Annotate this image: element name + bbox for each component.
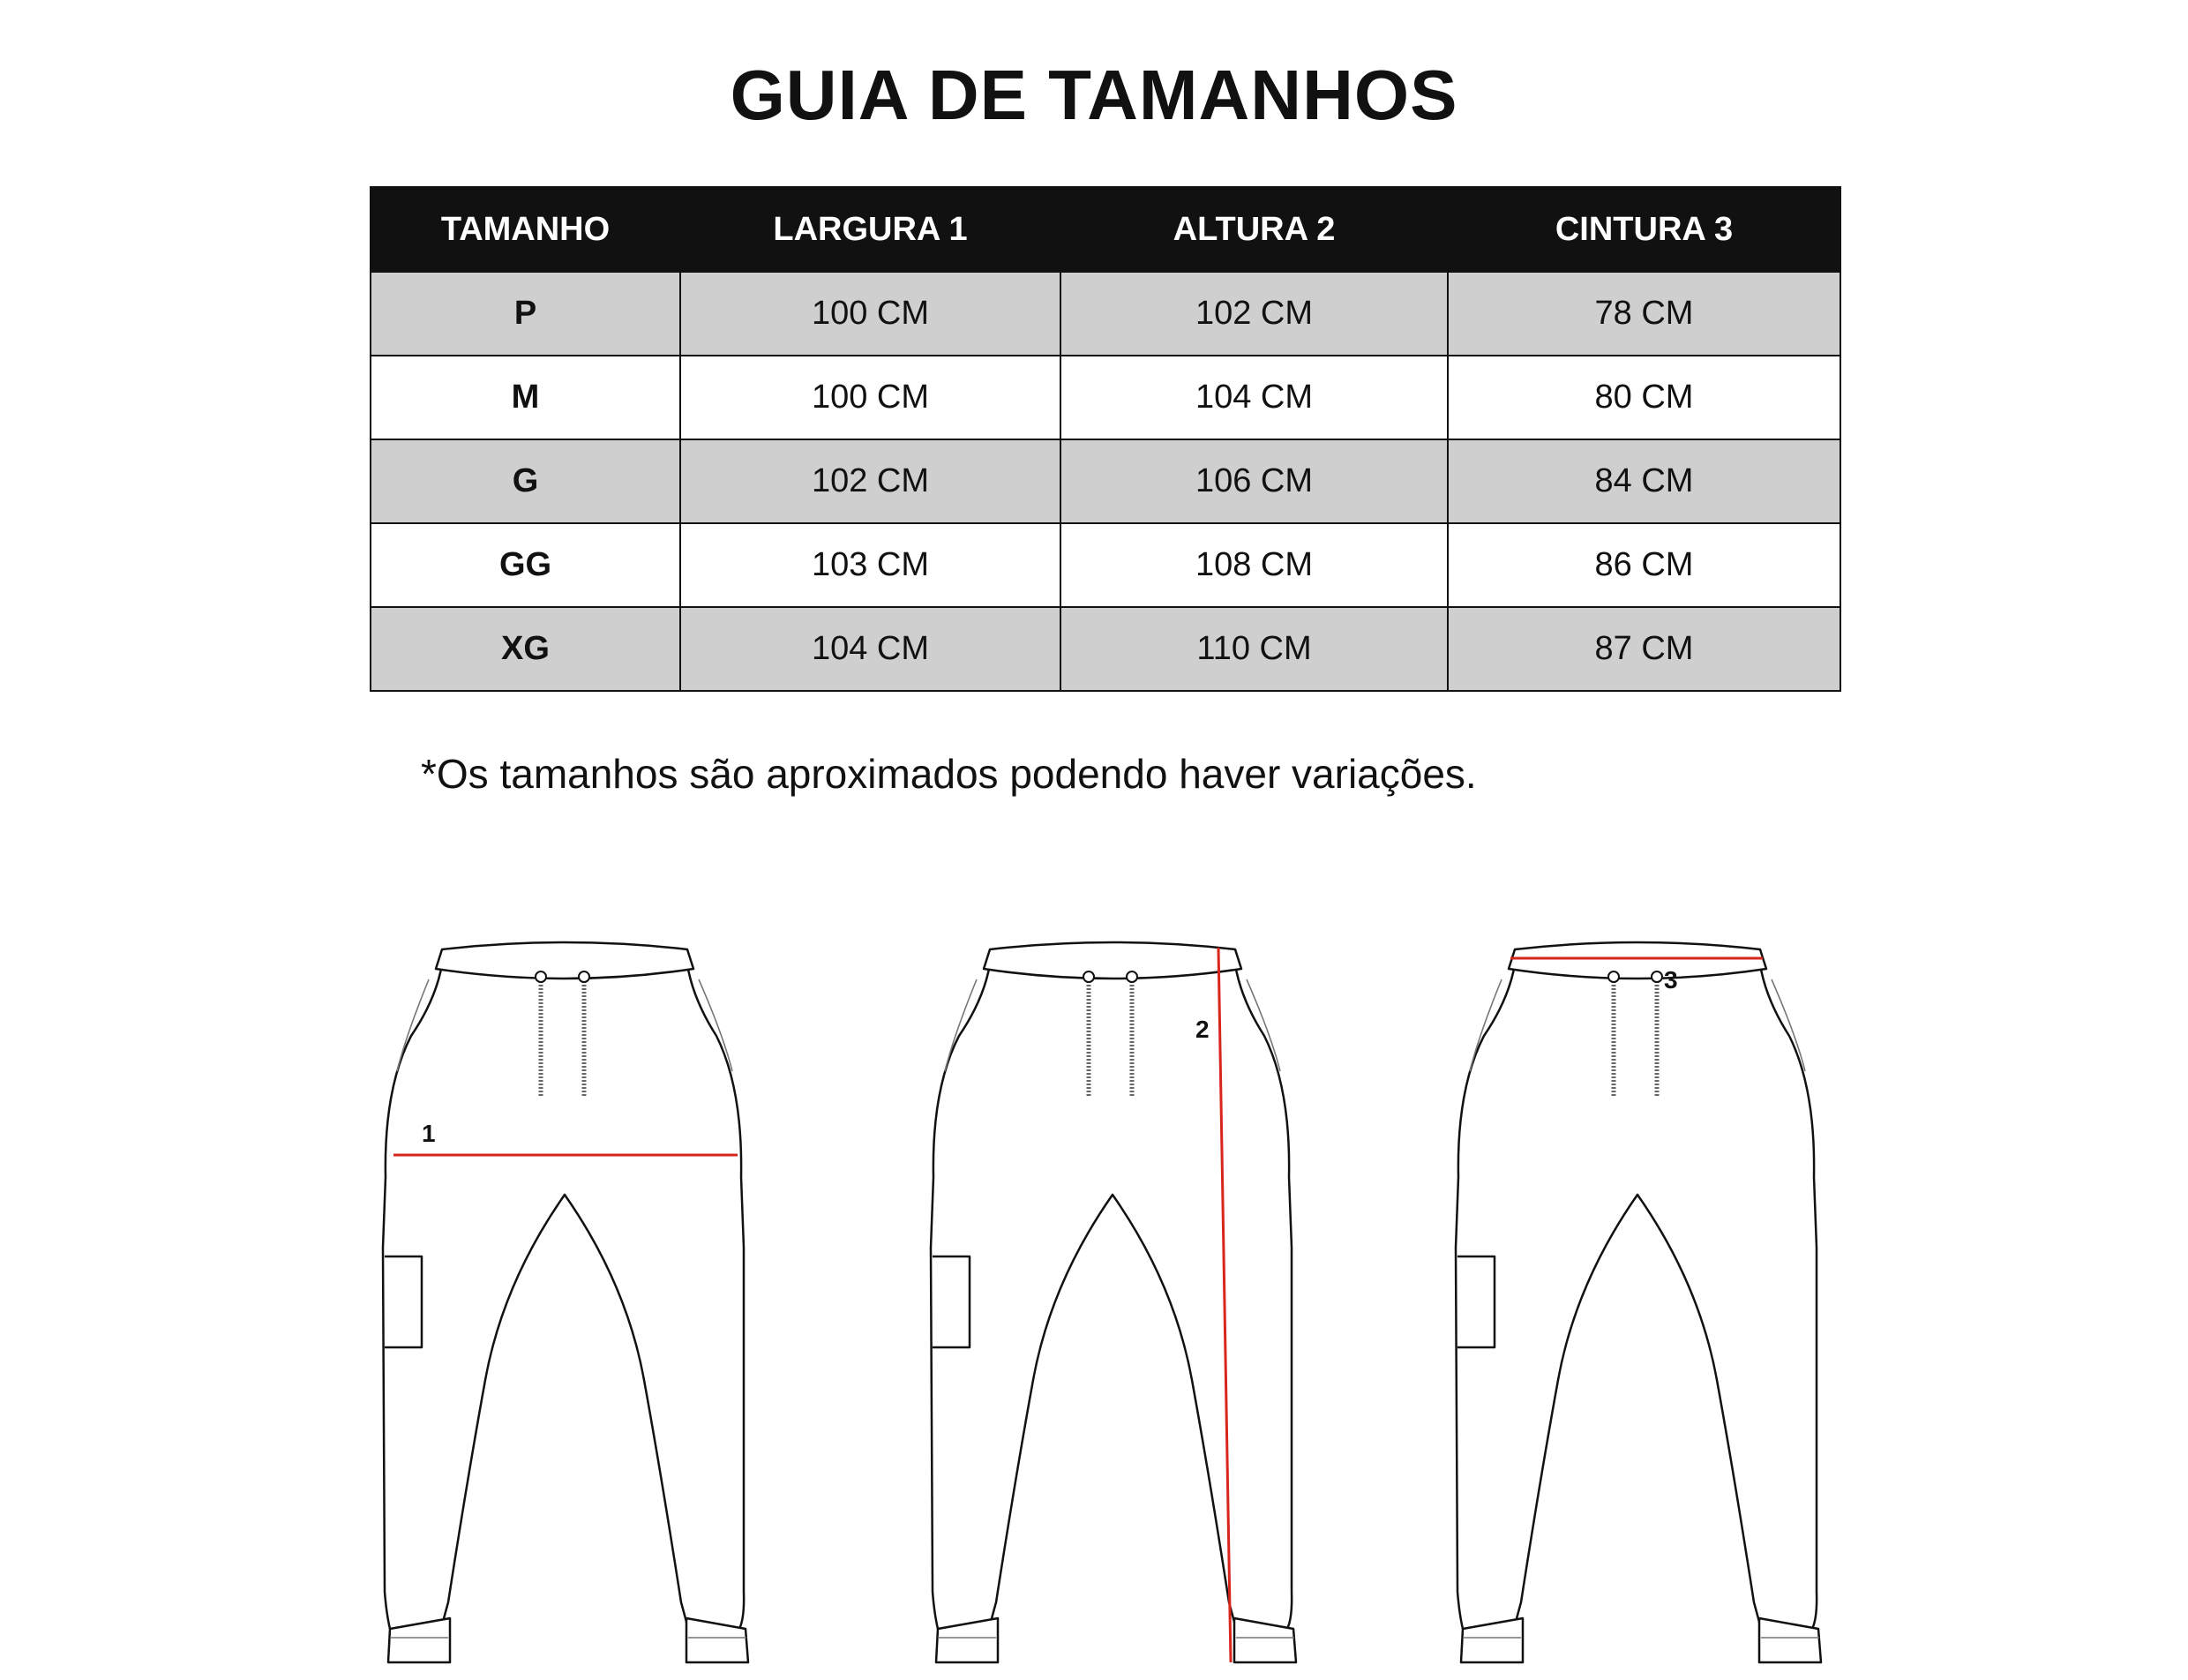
size-table bbox=[370, 186, 1841, 692]
size-cell: P bbox=[371, 272, 680, 356]
pants-illustration bbox=[927, 939, 1315, 1680]
width-cell: 100 CM bbox=[680, 272, 1060, 356]
table-row bbox=[371, 356, 1840, 439]
header-length: ALTURA 2 bbox=[1060, 187, 1448, 272]
table-row bbox=[371, 607, 1840, 691]
header-width: LARGURA 1 bbox=[680, 187, 1060, 272]
width-cell: 100 CM bbox=[680, 356, 1060, 439]
size-cell: G bbox=[371, 439, 680, 523]
width-cell: 103 CM bbox=[680, 523, 1060, 607]
page-title: GUIA DE TAMANHOS bbox=[730, 56, 1458, 134]
size-cell: GG bbox=[371, 523, 680, 607]
pants-figure-waist bbox=[1452, 939, 1840, 1680]
measure-label-2: 2 bbox=[1195, 1016, 1210, 1043]
size-cell: XG bbox=[371, 607, 680, 691]
table-row bbox=[371, 272, 1840, 356]
length-cell: 102 CM bbox=[1060, 272, 1448, 356]
size-cell: M bbox=[371, 356, 680, 439]
waist-cell: 84 CM bbox=[1448, 439, 1840, 523]
waist-cell: 86 CM bbox=[1448, 523, 1840, 607]
length-cell: 106 CM bbox=[1060, 439, 1448, 523]
waist-cell: 87 CM bbox=[1448, 607, 1840, 691]
pants-figure-width bbox=[379, 939, 768, 1680]
measure-label-1: 1 bbox=[422, 1120, 436, 1147]
header-size: TAMANHO bbox=[371, 187, 680, 272]
waist-cell: 80 CM bbox=[1448, 356, 1840, 439]
table-header-row bbox=[371, 187, 1840, 272]
waist-cell: 78 CM bbox=[1448, 272, 1840, 356]
length-cell: 108 CM bbox=[1060, 523, 1448, 607]
measure-label-3: 3 bbox=[1664, 966, 1678, 994]
pants-illustration bbox=[1452, 939, 1840, 1680]
width-cell: 104 CM bbox=[680, 607, 1060, 691]
pants-illustration bbox=[379, 939, 768, 1680]
pants-figure-length bbox=[927, 939, 1315, 1680]
header-waist: CINTURA 3 bbox=[1448, 187, 1840, 272]
length-cell: 110 CM bbox=[1060, 607, 1448, 691]
width-cell: 102 CM bbox=[680, 439, 1060, 523]
table-row bbox=[371, 523, 1840, 607]
disclaimer-note: *Os tamanhos são aproximados podendo haver variações. bbox=[421, 751, 1477, 797]
length-cell: 104 CM bbox=[1060, 356, 1448, 439]
table-row bbox=[371, 439, 1840, 523]
